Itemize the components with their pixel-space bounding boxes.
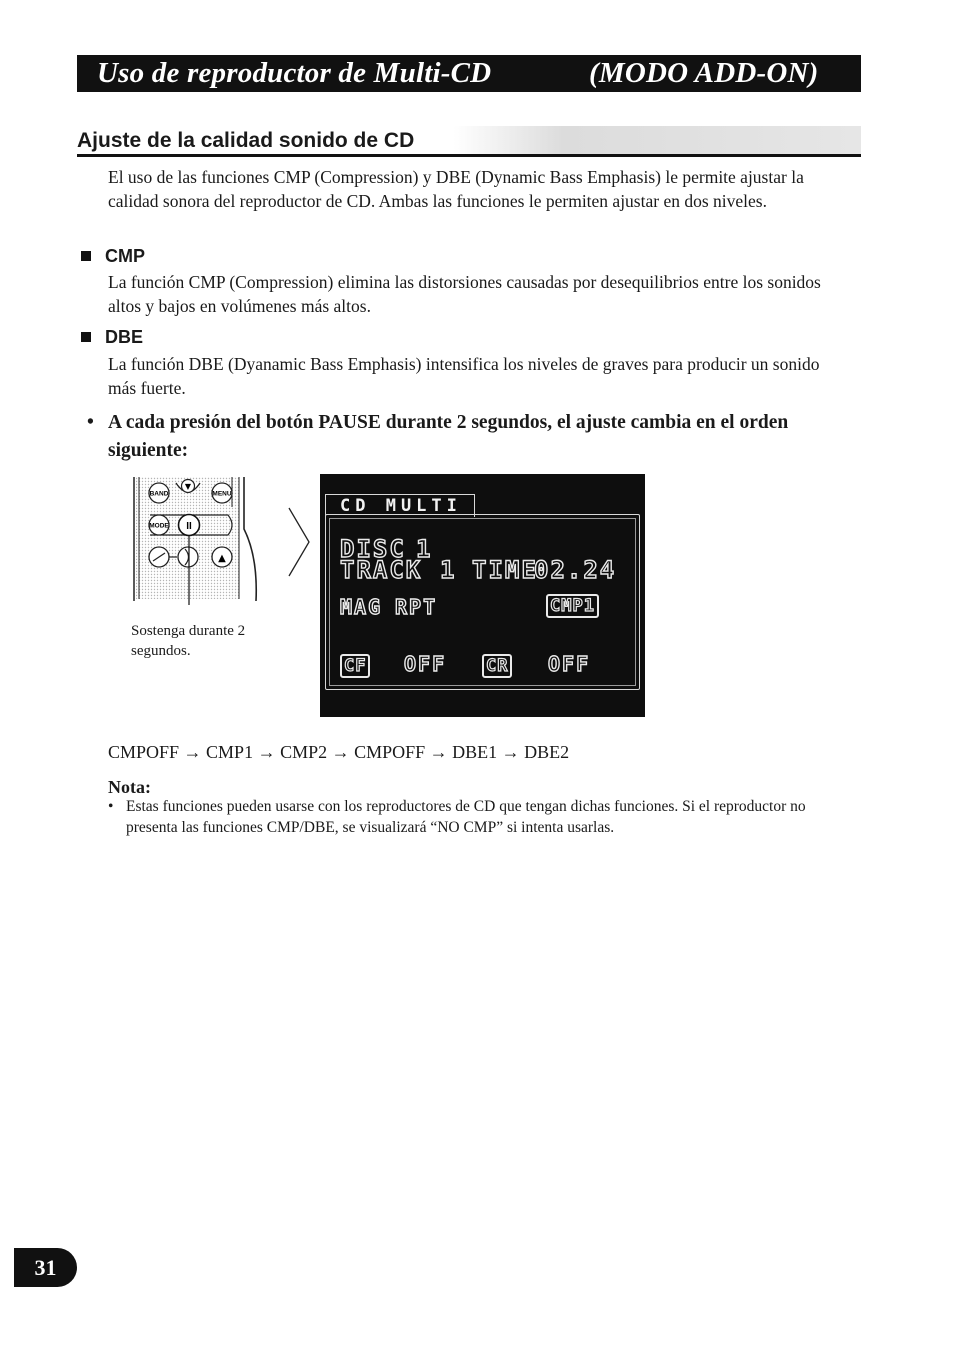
cf-value: OFF bbox=[404, 652, 447, 676]
setting-sequence bbox=[108, 740, 569, 764]
cr-value: OFF bbox=[548, 652, 591, 676]
section-title bbox=[77, 126, 861, 157]
section-title-text: Ajuste de la calidad sonido de CD bbox=[77, 129, 415, 152]
instruction-text: A cada presión del botón PAUSE durante 2 segundos, el ajuste cambia en el orden siguiente: bbox=[108, 412, 789, 461]
eject-button bbox=[212, 547, 232, 567]
joystick-right bbox=[178, 547, 198, 567]
sequence-item: CMPOFF bbox=[108, 742, 180, 762]
header-title: Uso de reproductor de Multi-CD bbox=[97, 57, 492, 89]
joystick-left bbox=[149, 547, 169, 567]
note-body bbox=[108, 797, 828, 838]
header-mode: (MODO ADD-ON) bbox=[589, 57, 819, 89]
track-number: 1 bbox=[440, 556, 457, 584]
eject-icon: ▲ bbox=[218, 553, 226, 564]
mag-indicator: MAG bbox=[340, 595, 383, 619]
sequence-item: CMP2 bbox=[280, 742, 328, 762]
menu-button bbox=[212, 483, 232, 503]
dbe-heading bbox=[81, 326, 143, 348]
header-bar bbox=[77, 55, 861, 92]
square-bullet-icon bbox=[81, 251, 91, 261]
time-label: TIME bbox=[472, 556, 538, 584]
cmp-paragraph: La función CMP (Compression) elimina las distorsiones causadas por desequilibrios entre los sonidos altos y bajos en volúmenes más altos. bbox=[108, 272, 821, 316]
pause-icon: II bbox=[186, 521, 192, 532]
display-title: CD MULTI bbox=[340, 496, 462, 516]
rpt-indicator: RPT bbox=[395, 595, 438, 619]
dbe-heading-text: DBE bbox=[105, 327, 144, 347]
cf-indicator: CF bbox=[340, 654, 370, 678]
cmp-indicator: CMP1 bbox=[546, 594, 599, 618]
cd-display bbox=[320, 474, 645, 717]
note-bullet: • bbox=[108, 798, 114, 815]
remote-caption: Sostenga durante 2 segundos. bbox=[131, 623, 246, 659]
sequence-item: CMP1 bbox=[206, 742, 254, 762]
time-value: 02.24 bbox=[534, 556, 617, 584]
cmp-heading bbox=[81, 245, 145, 267]
mode-button bbox=[149, 515, 169, 535]
page-number: 31 bbox=[14, 1248, 77, 1287]
sequence-item: DBE2 bbox=[524, 742, 570, 762]
menu-label: MENU bbox=[212, 490, 232, 498]
right-arrow-icon bbox=[287, 506, 311, 578]
disc-number: 1 bbox=[416, 535, 433, 563]
mode-label: MODE bbox=[149, 522, 169, 530]
band-button bbox=[149, 483, 169, 503]
arrow-icon: → bbox=[183, 742, 202, 762]
note-heading: Nota: bbox=[108, 777, 151, 797]
pause-button bbox=[179, 515, 200, 536]
note-text: Estas funciones pueden usarse con los reproductores de CD que tengan dichas funciones. Si el reproductor no presenta las funciones CMP/DBE, se visualizará “NO CMP” si intenta usarlas. bbox=[126, 798, 806, 836]
arrow-icon: → bbox=[331, 742, 350, 762]
dbe-paragraph: La función DBE (Dyanamic Bass Emphasis) intensifica los niveles de graves para producir un sonido más fuerte. bbox=[108, 354, 820, 398]
bullet-dot: • bbox=[87, 412, 94, 433]
track-label: TRACK bbox=[340, 556, 423, 584]
down-arrow-icon: ▼ bbox=[184, 482, 192, 491]
arrow-icon: → bbox=[501, 742, 520, 762]
cmp-heading-text: CMP bbox=[105, 246, 145, 266]
arrow-icon: → bbox=[257, 742, 276, 762]
arrow-icon: → bbox=[429, 742, 448, 762]
disc-label: DISC bbox=[340, 535, 406, 563]
square-bullet-icon bbox=[81, 332, 91, 342]
intro-paragraph: El uso de las funciones CMP (Compression) y DBE (Dynamic Bass Emphasis) le permite ajustar la calidad sonora del reproductor de CD. Ambas las funciones le permiten ajustar en dos niveles. bbox=[108, 167, 804, 211]
sequence-item: CMPOFF bbox=[354, 742, 426, 762]
sequence-item: DBE1 bbox=[452, 742, 498, 762]
cr-indicator: CR bbox=[482, 654, 512, 678]
band-label: BAND bbox=[149, 490, 169, 498]
instruction-bullet bbox=[87, 409, 847, 465]
remote-control-illustration bbox=[132, 477, 259, 605]
